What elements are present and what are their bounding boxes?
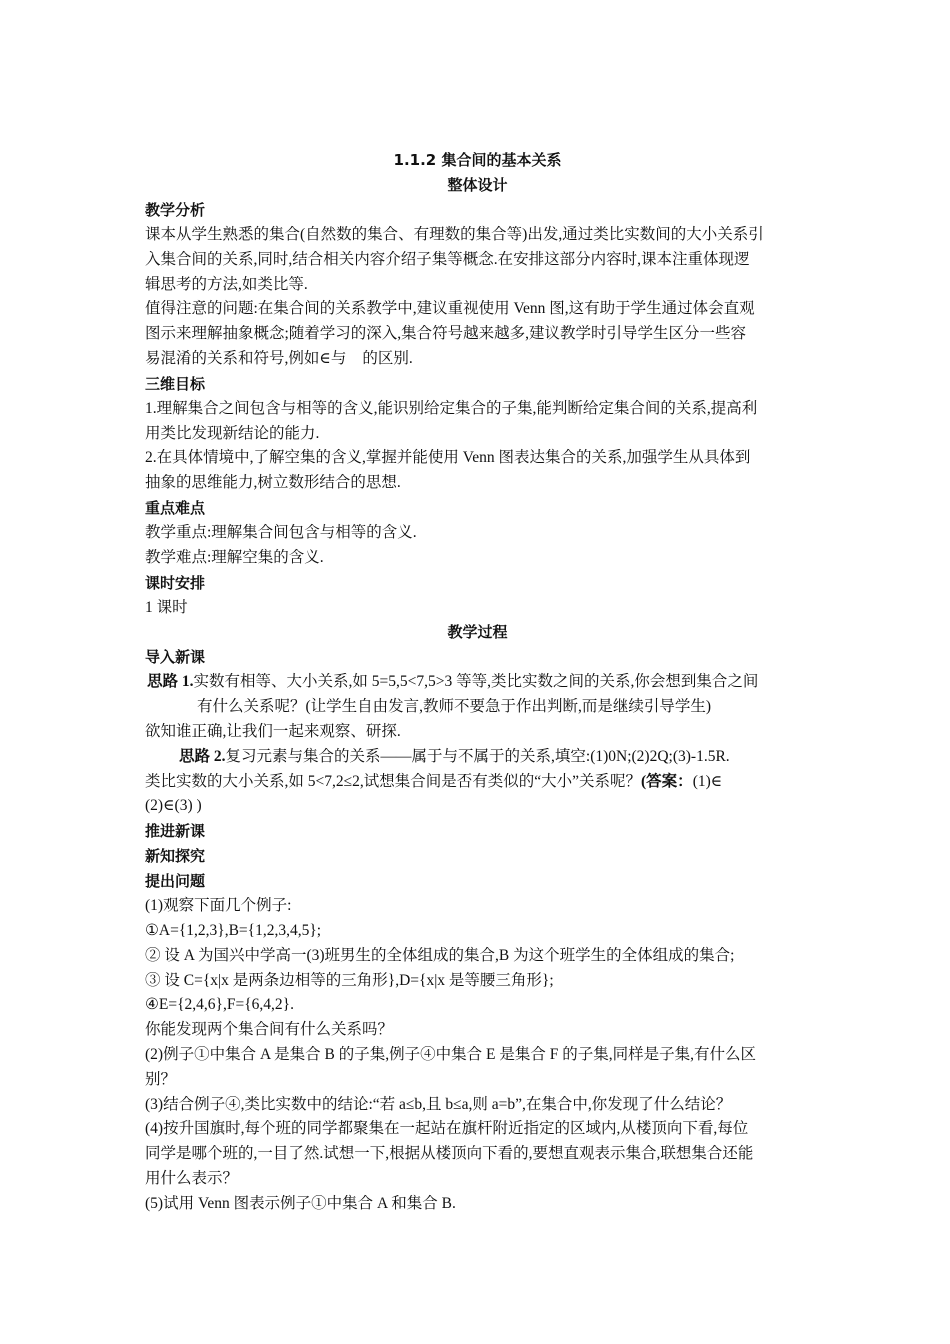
section-heading-intro: 导入新课 (145, 648, 206, 667)
section-heading-questions: 提出问题 (145, 872, 206, 891)
document-page (145, 148, 810, 1217)
text-line: (5)试用 Venn 图表示例子①中集合 A 和集合 B. (145, 1194, 456, 1212)
text-line: (4)按升国旗时,每个班的同学都聚集在一起站在旗杆附近指定的区域内,从楼顶向下看,每位 (145, 1120, 749, 1138)
text-line: ③ 设 C={x|x 是两条边相等的三角形},D={x|x 是等腰三角形}; (145, 971, 554, 989)
text-line: ④E={2,4,6},F={6,4,2}. (145, 996, 294, 1014)
text-line: 辑思考的方法,如类比等. (145, 275, 308, 293)
text-span: 实数有相等、大小关系,如 5=5,5<7,5>3 等等,类比实数之间的关系,你会想到集合之间 (193, 673, 759, 691)
text-span: 的区别. (362, 349, 413, 367)
text-line (145, 670, 810, 695)
text-line: 有什么关系呢？(让学生自由发言,教师不要急于作出判断,而是继续引导学生) (197, 698, 712, 716)
text-line: 别？ (145, 1070, 177, 1088)
text-line: 用什么表示？ (145, 1169, 239, 1187)
text-line: 你能发现两个集合间有什么关系吗？ (145, 1021, 394, 1039)
idea-label: 思路 2. (179, 747, 226, 765)
section-heading-key-points: 重点难点 (145, 498, 206, 517)
text-span: 易混淆的关系和符号,例如∈与 (145, 349, 347, 367)
idea-label: 思路 1. (147, 673, 194, 691)
section-heading-schedule: 课时安排 (145, 573, 206, 592)
text-line: 1 课时 (145, 598, 188, 616)
section-heading-analysis: 教学分析 (145, 201, 206, 219)
text-line: 值得注意的问题:在集合间的关系教学中,建议重视使用 Venn 图,这有助于学生通过体会直观 (145, 300, 755, 318)
text-line: 2.在具体情境中,了解空集的含义,掌握并能使用 Venn 图表达集合的关系,加强学生从具体到 (145, 449, 751, 467)
text-line: 图示来理解抽象概念;随着学习的深入,集合符号越来越多,建议教学时引导学生区分一些容 (145, 325, 747, 343)
text-span: 类比实数的大小关系,如 5<7,2≤2,试想集合间是否有类似的“大小”关系呢？ (145, 772, 642, 790)
text-line: (1)观察下面几个例子: (145, 897, 292, 915)
text-line: ② 设 A 为国兴中学高一(3)班男生的全体组成的集合,B 为这个班学生的全体组成的集合; (145, 946, 735, 964)
doc-title: 1.1.2 集合间的基本关系 (393, 151, 562, 169)
text-line: 1.理解集合之间包含与相等的含义,能识别给定集合的子集,能判断给定集合间的关系,提高利 (145, 399, 758, 417)
text-line (145, 745, 810, 770)
text-line: ①A={1,2,3},B={1,2,3,4,5}; (145, 921, 322, 939)
doc-subtitle: 整体设计 (447, 176, 508, 194)
text-line: 教学难点:理解空集的含义. (145, 548, 324, 566)
text-line: (2)∈(3) ) (145, 797, 202, 815)
text-line: (2)例子①中集合 A 是集合 B 的子集,例子④中集合 E 是集合 F 的子集,同样是子集,有什么区 (145, 1045, 756, 1063)
text-span: (1)∈ (692, 772, 723, 790)
text-line: 欲知谁正确,让我们一起来观察、研探. (145, 722, 401, 740)
text-line: 教学重点:理解集合间包含与相等的含义. (145, 523, 417, 541)
process-title: 教学过程 (447, 623, 508, 642)
text-line: 同学是哪个班的,一目了然.试想一下,根据从楼顶向下看的,要想直观表示集合,联想集合还能 (145, 1145, 754, 1163)
text-line (145, 347, 810, 372)
text-line: 用类比发现新结论的能力. (145, 424, 320, 442)
section-heading-explore: 新知探究 (145, 847, 206, 866)
text-line: 抽象的思维能力,树立数形结合的思想. (145, 474, 401, 492)
text-line (145, 770, 810, 795)
section-heading-advance: 推进新课 (145, 822, 206, 841)
text-line: (3)结合例子④,类比实数中的结论:“若 a≤b,且 b≤a,则 a=b”,在集合中,你发现了什么结论？ (145, 1095, 732, 1113)
section-heading-goals: 三维目标 (145, 374, 206, 393)
text-line: 课本从学生熟悉的集合(自然数的集合、有理数的集合等)出发,通过类比实数间的大小关系引 (145, 226, 764, 243)
text-line: 入集合间的关系,同时,结合相关内容介绍子集等概念.在安排这部分内容时,课本注重体现逻 (145, 250, 750, 268)
text-span: 复习元素与集合的关系——属于与不属于的关系,填空:(1)0N;(2)2Q;(3)-1.5R. (225, 747, 730, 765)
answer-label: (答案： (641, 772, 693, 790)
